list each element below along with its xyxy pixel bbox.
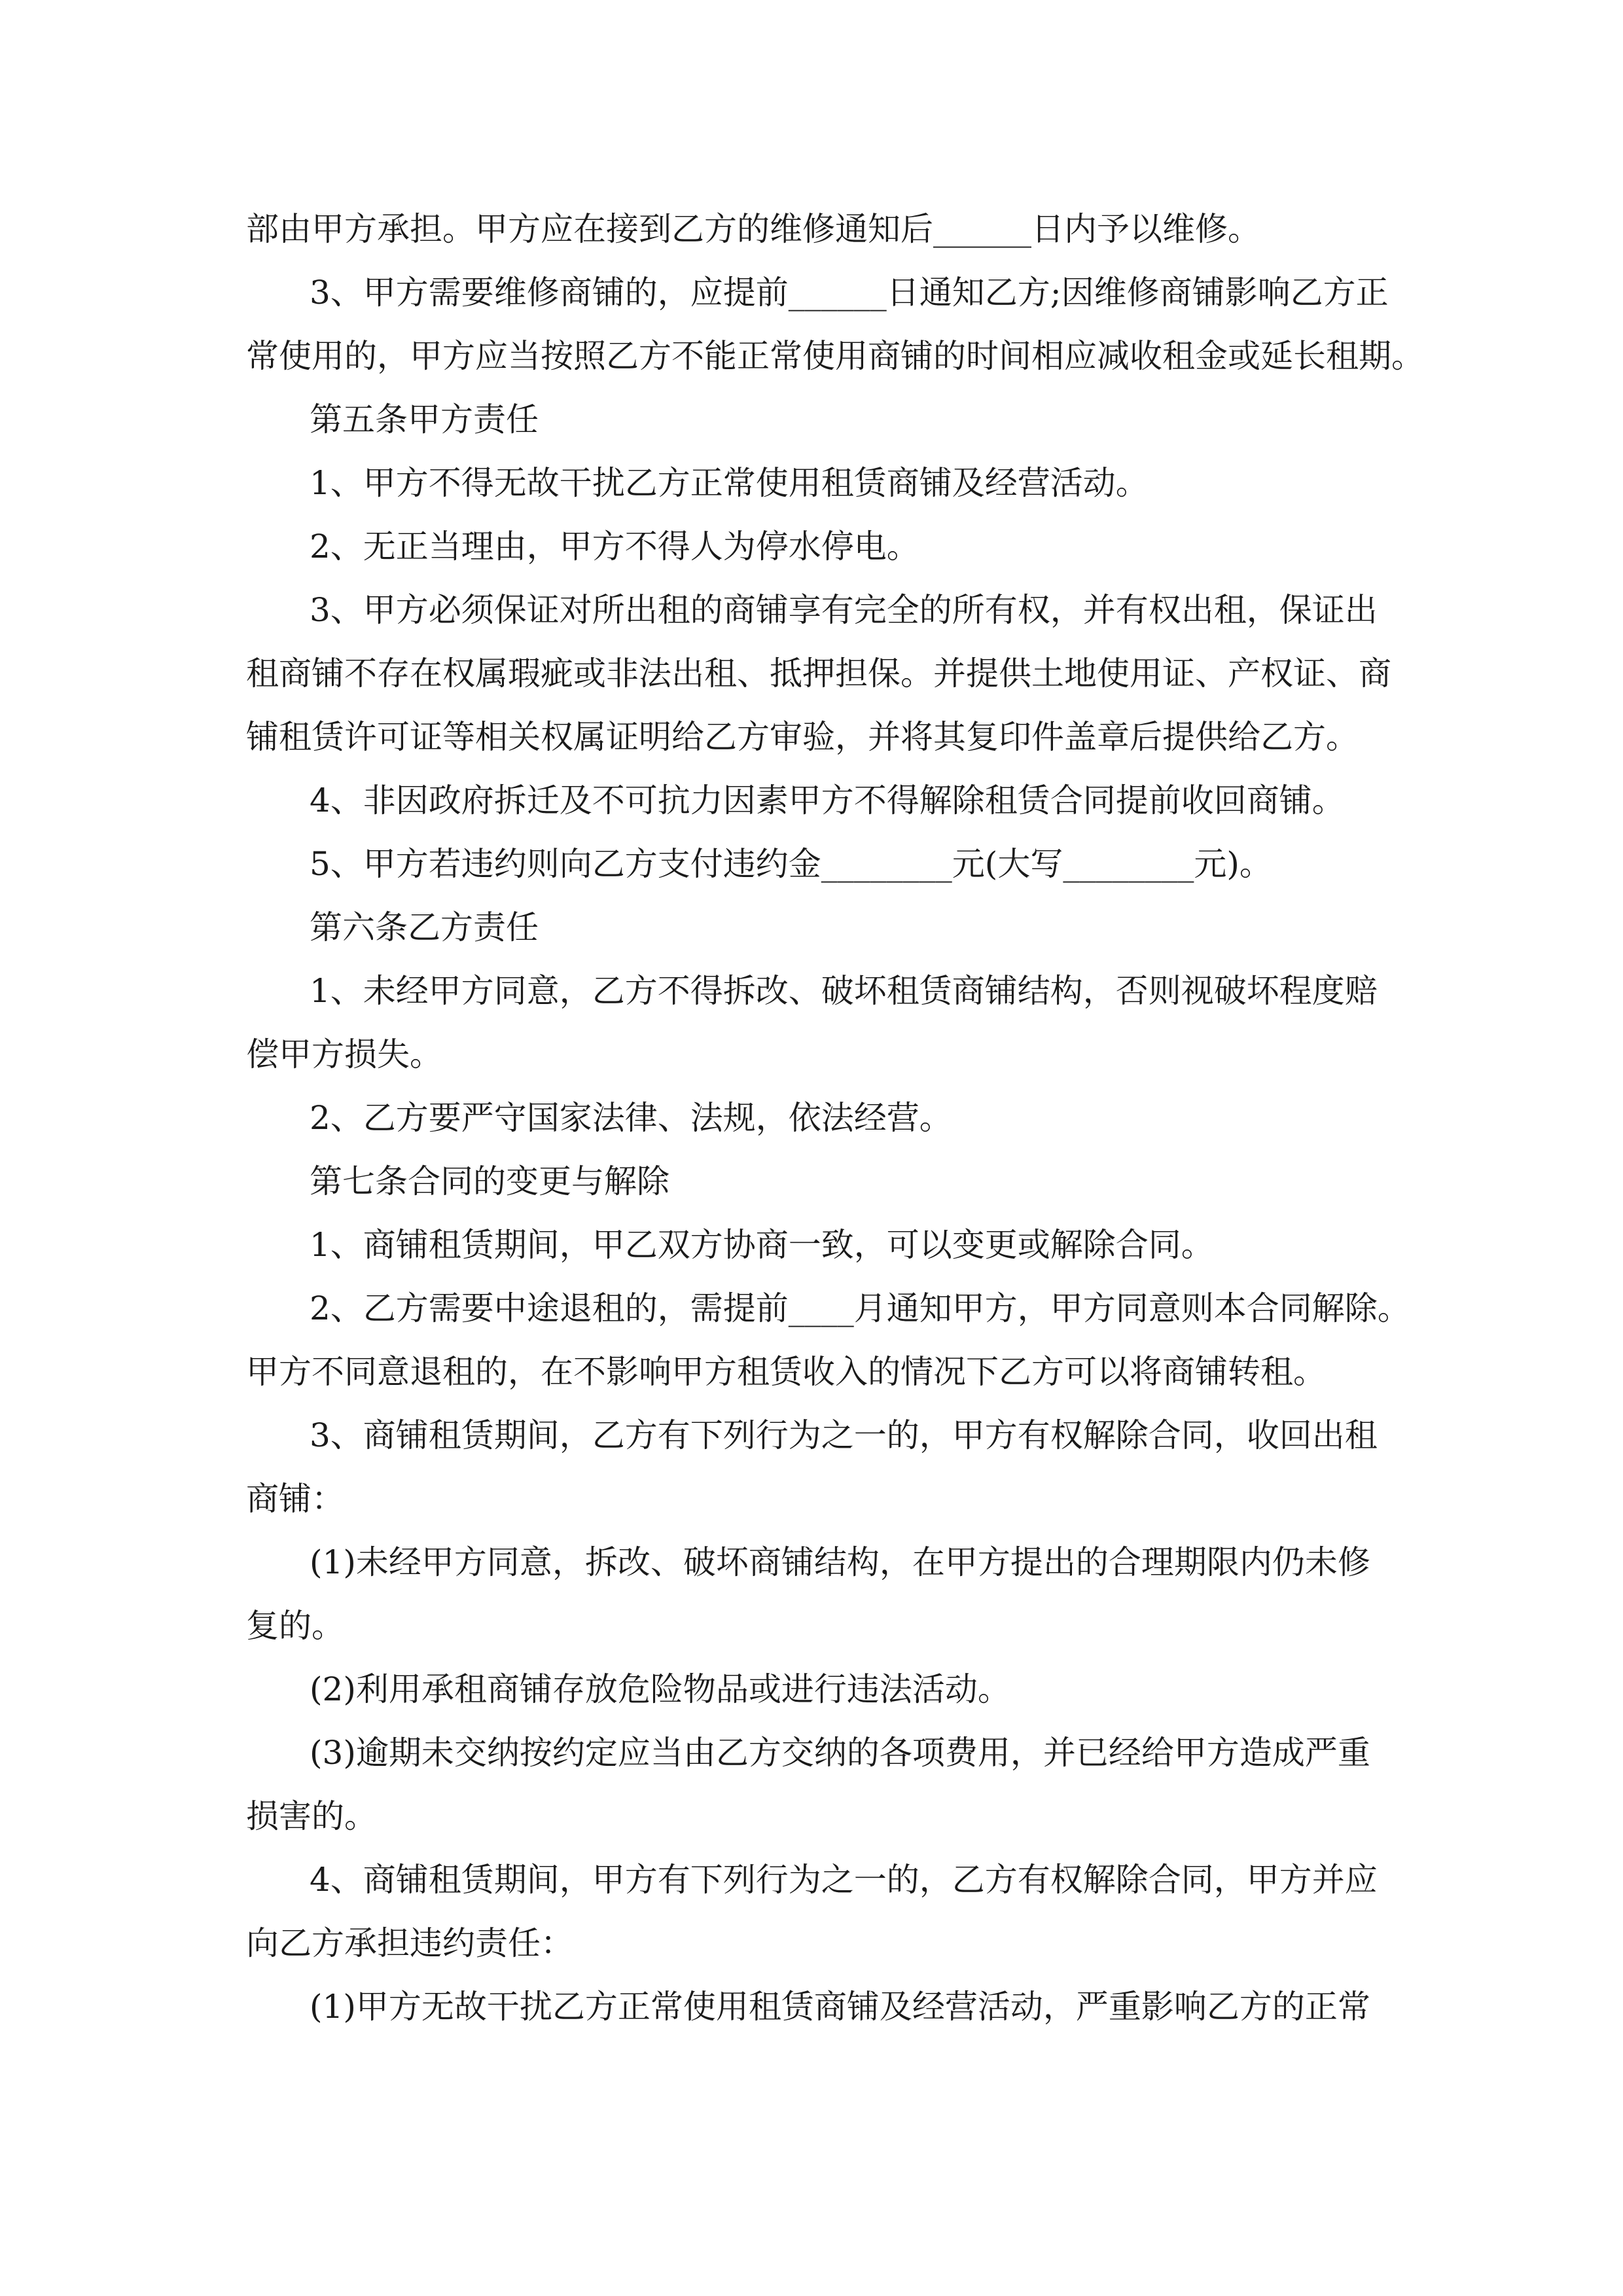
paragraph-line: 复的。 [246,1607,344,1645]
paragraph-line: 部由甲方承担。甲方应在接到乙方的维修通知后______日内予以维修。 [246,210,1260,248]
paragraph-line: 商铺： [246,1480,344,1518]
paragraph-line: 5、甲方若违约则向乙方支付违约金________元(大写________元)。 [310,845,1272,883]
paragraph-line: 甲方不同意退租的，在不影响甲方租赁收入的情况下乙方可以将商铺转租。 [246,1353,1326,1391]
paragraph-line: 常使用的，甲方应当按照乙方不能正常使用商铺的时间相应减收租金或延长租期。 [246,337,1424,375]
paragraph-line: 1、未经甲方同意，乙方不得拆改、破坏租赁商铺结构，否则视破坏程度赔 [310,972,1378,1010]
paragraph-line: 1、甲方不得无故干扰乙方正常使用租赁商铺及经营活动。 [310,464,1149,502]
paragraph-line: 4、商铺租赁期间，甲方有下列行为之一的，乙方有权解除合同，甲方并应 [310,1861,1378,1899]
paragraph-line: (1)未经甲方同意，拆改、破坏商铺结构，在甲方提出的合理期限内仍未修 [310,1543,1370,1581]
paragraph-line: (3)逾期未交纳按约定应当由乙方交纳的各项费用，并已经给甲方造成严重 [310,1734,1370,1772]
section-heading: 第六条乙方责任 [310,908,539,946]
paragraph-line: 2、乙方要严守国家法律、法规，依法经营。 [310,1099,952,1137]
section-heading: 第五条甲方责任 [310,401,539,439]
paragraph-line: 3、甲方需要维修商铺的，应提前______日通知乙方;因维修商铺影响乙方正 [310,274,1389,312]
paragraph-line: 租商铺不存在权属瑕疵或非法出租、抵押担保。并提供土地使用证、产权证、商 [246,655,1391,692]
section-heading: 第七条合同的变更与解除 [310,1162,669,1200]
paragraph-line: 偿甲方损失。 [246,1035,442,1073]
paragraph-line: 2、乙方需要中途退租的，需提前____月通知甲方，甲方同意则本合同解除。 [310,1289,1410,1327]
paragraph-line: (2)利用承租商铺存放危险物品或进行违法活动。 [310,1670,1010,1708]
paragraph-line: 铺租赁许可证等相关权属证明给乙方审验，并将其复印件盖章后提供给乙方。 [246,718,1359,756]
paragraph-line: 向乙方承担违约责任： [246,1924,573,1962]
paragraph-line: 4、非因政府拆迁及不可抗力因素甲方不得解除租赁合同提前收回商铺。 [310,781,1345,819]
paragraph-line: 3、甲方必须保证对所出租的商铺享有完全的所有权，并有权出租，保证出 [310,591,1378,629]
paragraph-line: 2、无正当理由，甲方不得人为停水停电。 [310,528,919,565]
paragraph-line: 3、商铺租赁期间，乙方有下列行为之一的，甲方有权解除合同，收回出租 [310,1416,1378,1454]
paragraph-line: 1、商铺租赁期间，甲乙双方协商一致，可以变更或解除合同。 [310,1226,1214,1264]
paragraph-line: (1)甲方无故干扰乙方正常使用租赁商铺及经营活动，严重影响乙方的正常 [310,1988,1370,2026]
paragraph-line: 损害的。 [246,1797,377,1835]
